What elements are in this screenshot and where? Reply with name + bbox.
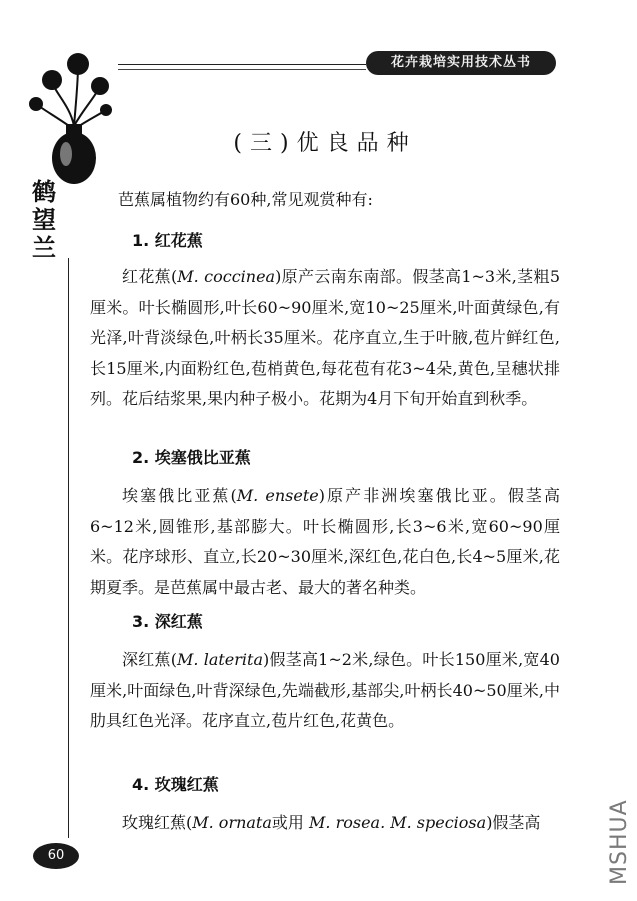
- latin-name: M. laterita: [176, 650, 264, 669]
- flower-vase-icon: [22, 46, 118, 186]
- section-title: (三)优良品种: [233, 131, 417, 156]
- watermark: MSHUA: [607, 799, 632, 885]
- latin-name-alt: M. rosea. M. speciosa: [309, 813, 487, 832]
- book-title-vertical: 鹤望兰: [32, 178, 56, 262]
- variety-name: 埃塞俄比亚蕉(: [122, 486, 237, 505]
- variety-description-2: [90, 481, 560, 603]
- latin-name: M. ensete: [236, 486, 319, 505]
- variety-name: 玫瑰红蕉(: [122, 813, 193, 832]
- variety-heading-4: 4. 玫瑰红蕉: [132, 775, 219, 794]
- variety-name: 红花蕉(: [122, 267, 178, 286]
- variety-text: )原产云南东南部。假茎高1~3米,茎粗5厘米。叶长椭圆形,叶长60~90厘米,宽10~25厘米,叶面黄绿色,有光泽,叶背淡绿色,叶柄长35厘米。花序直立,生于叶腋,苞片鲜红色,长15厘米,内面粉红色,苞梢黄色,每花苞有花3~4朵,黄色,呈穗状排列。花后结浆果,果内种子极小。花期为4月下旬开始直到秋季。: [90, 267, 561, 408]
- variety-heading-3: 3. 深红蕉: [132, 612, 203, 631]
- variety-description-3: [90, 645, 560, 737]
- variety-description-4: [90, 808, 560, 839]
- series-title-badge: 花卉栽培实用技术丛书: [366, 51, 556, 75]
- variety-heading-2: 2. 埃塞俄比亚蕉: [132, 448, 251, 467]
- margin-rule: [68, 258, 69, 838]
- variety-text: 或用: [271, 813, 304, 832]
- latin-name: M. coccinea: [177, 267, 276, 286]
- header-rule-thin: [118, 69, 366, 70]
- variety-text: )假茎高1~2米,绿色。叶长150厘米,宽40厘米,叶面绿色,叶背深绿色,先端截形,基部尖,叶柄长40~50厘米,中肋具红色光泽。花序直立,苞片红色,花黄色。: [90, 650, 560, 730]
- variety-text: )原产非洲埃塞俄比亚。假茎高6~12米,圆锥形,基部膨大。叶长椭圆形,长3~6米,宽60~90厘米。花序球形、直立,长20~30厘米,深红色,花白色,长4~5厘米,花期夏季。是芭蕉属中最古老、最大的著名种类。: [90, 486, 561, 597]
- variety-heading-1: 1. 红花蕉: [132, 231, 203, 250]
- section-intro: 芭蕉属植物约有60种,常见观赏种有:: [118, 190, 373, 209]
- header-rule: [118, 64, 366, 65]
- page-number: 60: [33, 843, 79, 869]
- latin-name: M. ornata: [192, 813, 272, 832]
- variety-name: 深红蕉(: [122, 650, 177, 669]
- variety-description-1: [90, 262, 560, 415]
- variety-text: )假茎高: [486, 813, 541, 832]
